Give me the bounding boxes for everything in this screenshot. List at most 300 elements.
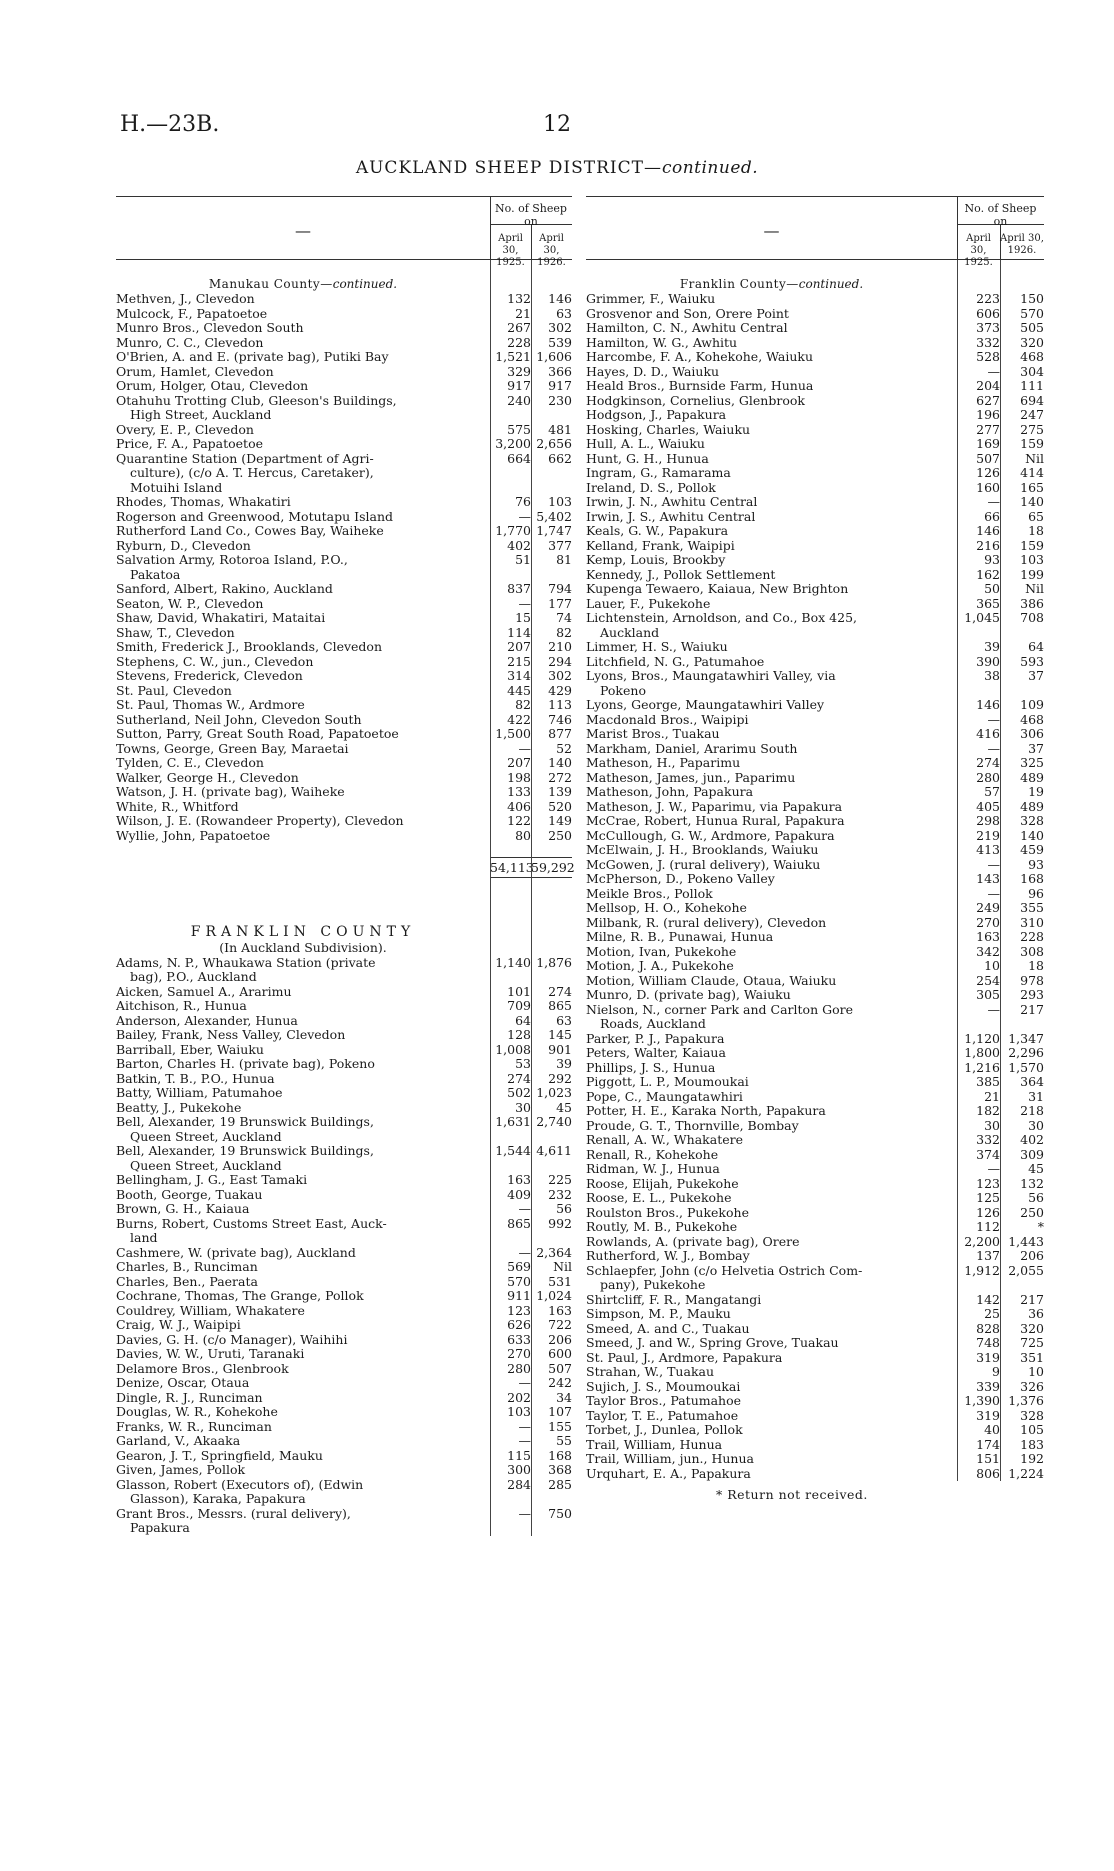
table-row bbox=[116, 597, 572, 612]
owner-name: Matheson, James, jun., Paparimu bbox=[586, 769, 796, 785]
table-row bbox=[586, 1206, 1044, 1221]
sheep-1925: 917 bbox=[507, 378, 531, 393]
sheep-1926: 165 bbox=[1020, 479, 1044, 495]
sheep-1926: 570 bbox=[1020, 305, 1044, 321]
sheep-1925: 319 bbox=[976, 1349, 1000, 1365]
table-row bbox=[116, 510, 572, 525]
table-row bbox=[586, 1075, 1044, 1090]
owner-name: Trail, William, Hunua bbox=[586, 1436, 723, 1452]
header-col-1925-line2: 1925. bbox=[964, 257, 993, 268]
sheep-1926: 39 bbox=[556, 1056, 572, 1071]
sheep-1926: 725 bbox=[1020, 1335, 1044, 1350]
sheep-1926: 293 bbox=[1020, 987, 1044, 1002]
sheep-1926: 139 bbox=[548, 784, 572, 799]
owner-name: Hodgkinson, Cornelius, Glenbrook bbox=[586, 392, 805, 408]
sheep-1926: 2,740 bbox=[536, 1114, 572, 1129]
sheep-1926: 159 bbox=[1020, 537, 1044, 553]
sheep-1926: 217 bbox=[1020, 1001, 1044, 1017]
table-row bbox=[116, 495, 572, 510]
owner-name: Motion, William Claude, Otaua, Waiuku bbox=[586, 972, 837, 988]
owner-name: Gearon, J. T., Springfield, Mauku bbox=[116, 1447, 323, 1463]
empty-cell bbox=[549, 970, 590, 985]
sheep-1925: 163 bbox=[507, 1172, 531, 1187]
header-dash: — bbox=[295, 221, 311, 240]
section-heading-main: Manukau County— bbox=[208, 277, 333, 291]
footnote: * Return not received. bbox=[716, 1487, 868, 1502]
sheep-1925: 10 bbox=[984, 958, 1000, 973]
sheep-1925: — bbox=[518, 595, 531, 611]
sheep-1926: 992 bbox=[548, 1215, 572, 1231]
sheep-1926: 368 bbox=[548, 1462, 572, 1477]
table-row bbox=[116, 1086, 572, 1101]
empty-cell bbox=[508, 1159, 549, 1174]
empty-cell bbox=[549, 1159, 590, 1174]
owner-name: Roose, Elijah, Pukekohe bbox=[586, 1175, 739, 1191]
owner-name: St. Paul, Clevedon bbox=[116, 682, 232, 698]
owner-name: Glasson), Karaka, Papakura bbox=[130, 1491, 306, 1506]
empty-cell bbox=[549, 408, 590, 423]
table-row bbox=[586, 1104, 1044, 1119]
owner-name: Rutherford Land Co., Cowes Bay, Waiheke bbox=[116, 523, 384, 538]
table-row bbox=[116, 1057, 572, 1072]
sheep-1926: 37 bbox=[1028, 740, 1044, 756]
sheep-1926: 505 bbox=[1020, 320, 1044, 335]
sheep-1925: 240 bbox=[507, 392, 531, 408]
sheep-1926: 199 bbox=[1020, 566, 1044, 582]
owner-name: White, R., Whitford bbox=[116, 798, 239, 814]
table-row bbox=[116, 626, 572, 641]
sheep-1925: 575 bbox=[507, 421, 531, 437]
sheep-1925: — bbox=[518, 1201, 531, 1216]
owner-name: Munro, D. (private bag), Waiuku bbox=[586, 987, 791, 1002]
owner-name: Smeed, J. and W., Spring Grove, Tuakau bbox=[586, 1335, 839, 1350]
sheep-1925: 1,521 bbox=[495, 349, 531, 364]
sheep-1925: 270 bbox=[976, 914, 1000, 930]
owner-name: Wyllie, John, Papatoetoe bbox=[116, 827, 271, 843]
empty-cell bbox=[508, 1231, 549, 1246]
owner-name: Hull, A. L., Waiuku bbox=[586, 436, 705, 451]
sheep-1926: 19 bbox=[1028, 784, 1044, 799]
table-row bbox=[116, 655, 572, 670]
owner-name: Brown, G. H., Kaiaua bbox=[116, 1201, 250, 1216]
right-table-body bbox=[586, 260, 1044, 1481]
sheep-1925: 806 bbox=[976, 1465, 1000, 1481]
table-row-continuation bbox=[116, 1492, 572, 1507]
owner-name: Heald Bros., Burnside Farm, Hunua bbox=[586, 378, 814, 393]
owner-name: Lauer, F., Pukekohe bbox=[586, 595, 711, 611]
table-row bbox=[116, 394, 572, 409]
sheep-1925: 216 bbox=[976, 537, 1000, 553]
owner-name: McGowen, J. (rural delivery), Waiuku bbox=[586, 856, 821, 872]
sheep-1925: 30 bbox=[984, 1117, 1000, 1133]
table-row bbox=[586, 1394, 1044, 1409]
sheep-1926: 109 bbox=[1020, 697, 1044, 712]
table-row bbox=[586, 510, 1044, 525]
owner-name: Keals, G. W., Papakura bbox=[586, 523, 729, 538]
sheep-1926: 64 bbox=[1028, 639, 1044, 654]
owner-name: Kupenga Tewaero, Kaiaua, New Brighton bbox=[586, 581, 849, 596]
total-1925: 54,113 bbox=[490, 860, 534, 875]
table-row bbox=[116, 742, 572, 757]
sheep-1925: 633 bbox=[507, 1331, 531, 1347]
table-row bbox=[116, 1362, 572, 1377]
sheep-1925: 300 bbox=[507, 1462, 531, 1477]
sheep-1926: 746 bbox=[548, 711, 572, 727]
sheep-1926: 1,443 bbox=[1008, 1233, 1044, 1249]
sheep-1926: 55 bbox=[556, 1433, 572, 1448]
sheep-1925: 146 bbox=[976, 697, 1000, 712]
sheep-1925: 664 bbox=[507, 450, 531, 466]
sheep-1926: 140 bbox=[1020, 494, 1044, 509]
table-row bbox=[586, 1061, 1044, 1076]
table-row-continuation bbox=[586, 1017, 1044, 1032]
sheep-1925: 125 bbox=[976, 1190, 1000, 1205]
owner-name: Rhodes, Thomas, Whakatiri bbox=[116, 494, 291, 509]
sheep-1926: 429 bbox=[548, 682, 572, 698]
sheep-1925: 528 bbox=[976, 349, 1000, 364]
owner-name: Irwin, J. S., Awhitu Central bbox=[586, 508, 756, 524]
section-heading-manukau bbox=[116, 276, 490, 292]
table-row bbox=[116, 582, 572, 597]
sheep-1926: 37 bbox=[1028, 668, 1044, 683]
table-row bbox=[116, 1101, 572, 1116]
owner-name: Renall, A. W., Whakatere bbox=[586, 1132, 743, 1147]
owner-name: Queen Street, Auckland bbox=[130, 1128, 282, 1144]
table-row bbox=[586, 800, 1044, 815]
table-row bbox=[116, 336, 572, 351]
table-row bbox=[116, 1173, 572, 1188]
sheep-1926: 56 bbox=[1028, 1190, 1044, 1205]
owner-name: Orum, Hamlet, Clevedon bbox=[116, 363, 274, 379]
owner-name: bag), P.O., Auckland bbox=[130, 969, 257, 984]
page-number: 12 bbox=[543, 112, 571, 137]
sheep-1926: 225 bbox=[548, 1172, 572, 1187]
section-heading-main: Franklin County— bbox=[679, 277, 799, 291]
table-row bbox=[586, 582, 1044, 597]
table-row bbox=[116, 539, 572, 554]
header-col-1925-line1: April 30, bbox=[966, 233, 991, 256]
header-col-1926 bbox=[1000, 233, 1044, 257]
sheep-1925: 160 bbox=[976, 479, 1000, 495]
owner-name: Taylor Bros., Patumahoe bbox=[586, 1393, 742, 1408]
left-table-body bbox=[116, 260, 575, 1536]
owner-name: Davies, W. W., Uruti, Taranaki bbox=[116, 1346, 305, 1361]
owner-name: Macdonald Bros., Waipipi bbox=[586, 711, 749, 727]
sheep-1926: 206 bbox=[548, 1331, 572, 1347]
table-row bbox=[586, 988, 1044, 1003]
table-row bbox=[586, 945, 1044, 960]
sheep-1926: Nil bbox=[1025, 581, 1044, 596]
owner-name: Markham, Daniel, Ararimu South bbox=[586, 740, 798, 756]
table-row bbox=[586, 1119, 1044, 1134]
table-row bbox=[116, 1304, 572, 1319]
table-row bbox=[586, 1322, 1044, 1337]
sheep-1926: 355 bbox=[1020, 900, 1044, 915]
sheep-1925: — bbox=[987, 711, 1000, 727]
sheep-1926: 309 bbox=[1020, 1146, 1044, 1162]
owner-name: Sujich, J. S., Moumoukai bbox=[586, 1378, 741, 1394]
sheep-1925: 223 bbox=[976, 291, 1000, 306]
sheep-1925: 1,912 bbox=[964, 1262, 1000, 1278]
header-group-label: No. of Sheep on bbox=[964, 202, 1037, 228]
table-row bbox=[586, 1307, 1044, 1322]
owner-name: land bbox=[130, 1230, 158, 1245]
sheep-1925: 151 bbox=[976, 1451, 1000, 1466]
owner-name: Sutton, Parry, Great South Road, Papatoetoe bbox=[116, 726, 399, 741]
sheep-1925: — bbox=[518, 1418, 531, 1434]
owner-name: Munro, C. C., Clevedon bbox=[116, 334, 264, 350]
sheep-1926: 36 bbox=[1028, 1306, 1044, 1321]
sheep-1926: 325 bbox=[1020, 755, 1044, 770]
table-row bbox=[116, 1072, 572, 1087]
table-row bbox=[116, 1275, 572, 1290]
sheep-1925: 911 bbox=[507, 1288, 531, 1303]
sheep-1926: 414 bbox=[1020, 465, 1044, 480]
sheep-1926: 978 bbox=[1020, 972, 1044, 988]
table-row bbox=[116, 756, 572, 771]
sheep-1926: 132 bbox=[1020, 1175, 1044, 1191]
table-row bbox=[116, 771, 572, 786]
column-divider bbox=[957, 260, 958, 1481]
sheep-1925: 64 bbox=[515, 1012, 531, 1028]
owner-name: Milbank, R. (rural delivery), Clevedon bbox=[586, 914, 827, 930]
table-row bbox=[586, 843, 1044, 858]
sheep-1926: 56 bbox=[556, 1201, 572, 1216]
table-row bbox=[116, 640, 572, 655]
table-row-continuation bbox=[116, 408, 572, 423]
sheep-1925: 254 bbox=[976, 972, 1000, 988]
owner-name: Harcombe, F. A., Kohekohe, Waiuku bbox=[586, 349, 814, 364]
right-column bbox=[586, 196, 1044, 1502]
header-col-1926-line2: 1926. bbox=[537, 257, 566, 268]
sheep-1925: 569 bbox=[507, 1259, 531, 1274]
sheep-1926: 34 bbox=[556, 1389, 572, 1405]
table-row bbox=[116, 814, 572, 829]
sheep-1925: 1,544 bbox=[495, 1143, 531, 1158]
sheep-1925: — bbox=[987, 363, 1000, 379]
table-row-continuation bbox=[586, 626, 1044, 641]
sheep-1926: 96 bbox=[1028, 885, 1044, 901]
page-title-main: AUCKLAND SHEEP DISTRICT— bbox=[355, 158, 662, 178]
owner-name: Bell, Alexander, 19 Brunswick Buildings, bbox=[116, 1114, 374, 1129]
sheep-1926: 103 bbox=[548, 494, 572, 509]
owner-name: Kennedy, J., Pollok Settlement bbox=[586, 566, 776, 582]
owner-name: Sutherland, Neil John, Clevedon South bbox=[116, 711, 362, 727]
page-title bbox=[0, 158, 1114, 178]
sheep-1925: 228 bbox=[507, 334, 531, 350]
owner-name: Otahuhu Trotting Club, Gleeson's Buildings, bbox=[116, 392, 397, 408]
sheep-1925: 215 bbox=[507, 653, 531, 669]
owner-name: Burns, Robert, Customs Street East, Auck- bbox=[116, 1215, 387, 1231]
sheep-1926: 163 bbox=[548, 1302, 572, 1318]
sheep-1925: 627 bbox=[976, 392, 1000, 408]
sheep-1926: 694 bbox=[1020, 392, 1044, 408]
sheep-1925: 502 bbox=[507, 1085, 531, 1100]
sheep-1926: 105 bbox=[1020, 1422, 1044, 1437]
owner-name: Aitchison, R., Hunua bbox=[116, 998, 247, 1013]
sheep-1925: 570 bbox=[507, 1273, 531, 1289]
sheep-1925: 748 bbox=[976, 1335, 1000, 1350]
sheep-1925: 270 bbox=[507, 1346, 531, 1361]
empty-cell bbox=[508, 481, 549, 496]
owner-name: Adams, N. P., Whaukawa Station (private bbox=[116, 954, 376, 970]
sheep-1926: 250 bbox=[1020, 1204, 1044, 1220]
empty-cell bbox=[975, 1278, 1018, 1293]
sheep-1926: 82 bbox=[556, 624, 572, 640]
sheep-1926: 81 bbox=[556, 552, 572, 567]
empty-cell bbox=[549, 1521, 590, 1536]
empty-cell bbox=[975, 626, 1018, 641]
empty-cell bbox=[508, 466, 549, 481]
sheep-1925: 385 bbox=[976, 1074, 1000, 1089]
table-header bbox=[586, 196, 1044, 268]
sheep-1926: 1,224 bbox=[1008, 1465, 1044, 1481]
sheep-1925: 21 bbox=[984, 1088, 1000, 1104]
table-row bbox=[586, 669, 1044, 684]
sheep-1926: 218 bbox=[1020, 1103, 1044, 1118]
owner-name: Stephens, C. W., jun., Clevedon bbox=[116, 653, 314, 669]
owner-name: Grosvenor and Son, Orere Point bbox=[586, 305, 789, 321]
sheep-1926: Nil bbox=[553, 1259, 572, 1274]
sheep-1926: 230 bbox=[548, 392, 572, 408]
sheep-1925: 319 bbox=[976, 1407, 1000, 1423]
table-row bbox=[586, 481, 1044, 496]
owner-name: Litchfield, N. G., Patumahoe bbox=[586, 653, 765, 669]
header-col-1925-line2: 1925. bbox=[496, 257, 525, 268]
owner-name: McElwain, J. H., Brooklands, Waiuku bbox=[586, 842, 819, 857]
owner-name: Marist Bros., Tuakau bbox=[586, 726, 720, 741]
sheep-1926: 865 bbox=[548, 998, 572, 1013]
sheep-1925: 284 bbox=[507, 1476, 531, 1492]
owner-name: Proude, G. T., Thornville, Bombay bbox=[586, 1117, 799, 1133]
sheep-1925: 146 bbox=[976, 523, 1000, 538]
table-row bbox=[586, 321, 1044, 336]
owner-name: Beatty, J., Pukekohe bbox=[116, 1099, 242, 1115]
table-row bbox=[586, 771, 1044, 786]
table-row bbox=[586, 597, 1044, 612]
sheep-1925: — bbox=[518, 508, 531, 524]
sheep-1926: 168 bbox=[548, 1447, 572, 1463]
table-row bbox=[586, 785, 1044, 800]
table-row bbox=[586, 553, 1044, 568]
sheep-1925: 15 bbox=[515, 610, 531, 625]
sheep-1925: 126 bbox=[976, 465, 1000, 480]
owner-name: Roads, Auckland bbox=[600, 1016, 706, 1031]
owner-name: Trail, William, jun., Hunua bbox=[586, 1451, 754, 1466]
sheep-1925: 249 bbox=[976, 900, 1000, 915]
section-heading-franklin: FRANKLIN COUNTY bbox=[190, 924, 416, 940]
sheep-1926: 63 bbox=[556, 305, 572, 321]
owner-name: Mulcock, F., Papatoetoe bbox=[116, 305, 268, 321]
sheep-1925: 123 bbox=[976, 1175, 1000, 1191]
sheep-1925: 163 bbox=[976, 929, 1000, 944]
table-row bbox=[586, 379, 1044, 394]
owner-name: Bellingham, J. G., East Tamaki bbox=[116, 1172, 308, 1187]
owner-name: Charles, Ben., Paerata bbox=[116, 1273, 258, 1289]
table-row bbox=[586, 1351, 1044, 1366]
owner-name: Grimmer, F., Waiuku bbox=[586, 291, 716, 306]
sheep-1926: 708 bbox=[1020, 610, 1044, 625]
sheep-1925: 80 bbox=[515, 827, 531, 843]
empty-cell bbox=[975, 684, 1018, 699]
owner-name: O'Brien, A. and E. (private bag), Putiki Bay bbox=[116, 349, 389, 364]
owner-name: Shirtcliff, F. R., Mangatangi bbox=[586, 1291, 762, 1307]
owner-name: Batkin, T. B., P.O., Hunua bbox=[116, 1070, 275, 1086]
owner-name: Routly, M. B., Pukekohe bbox=[586, 1219, 738, 1234]
table-row bbox=[586, 930, 1044, 945]
table-row bbox=[586, 437, 1044, 452]
table-row bbox=[116, 379, 572, 394]
sheep-1925: 709 bbox=[507, 998, 531, 1013]
table-row bbox=[116, 727, 572, 742]
sheep-1926: 111 bbox=[1020, 378, 1044, 393]
table-row bbox=[586, 1452, 1044, 1467]
sheep-1925: 93 bbox=[984, 552, 1000, 567]
sheep-1926: 206 bbox=[1020, 1248, 1044, 1263]
sheep-1925: 207 bbox=[507, 639, 531, 654]
sheep-1925: 422 bbox=[507, 711, 531, 727]
table-row bbox=[586, 408, 1044, 423]
sheep-1925: 1,045 bbox=[964, 610, 1000, 625]
sheep-1925: 101 bbox=[507, 983, 531, 999]
section-heading-continued: continued. bbox=[332, 277, 398, 291]
table-row-continuation bbox=[116, 568, 572, 583]
table-row bbox=[586, 1162, 1044, 1177]
sheep-1926: 159 bbox=[1020, 436, 1044, 451]
owner-name: Lyons, Bros., Maungatawhiri Valley, via bbox=[586, 668, 836, 683]
sheep-1925: 865 bbox=[507, 1215, 531, 1231]
owner-name: Matheson, J. W., Paparimu, via Papakura bbox=[586, 798, 843, 814]
sheep-1926: 520 bbox=[548, 798, 572, 814]
table-row bbox=[116, 1434, 572, 1449]
table-row bbox=[586, 1046, 1044, 1061]
owner-name: Hodgson, J., Papakura bbox=[586, 407, 727, 422]
sheep-1926: 308 bbox=[1020, 943, 1044, 959]
sheep-1926: 593 bbox=[1020, 653, 1044, 669]
owner-name: Ryburn, D., Clevedon bbox=[116, 537, 251, 553]
owner-name: Meikle Bros., Pollok bbox=[586, 885, 713, 901]
sheep-1925: 314 bbox=[507, 668, 531, 683]
sheep-1925: 122 bbox=[507, 813, 531, 828]
empty-cell bbox=[549, 1492, 590, 1507]
sheep-1926: 539 bbox=[548, 334, 572, 350]
owner-name: Pokeno bbox=[600, 682, 646, 698]
sheep-1926: 275 bbox=[1020, 421, 1044, 437]
table-row bbox=[586, 959, 1044, 974]
sheep-1926: 250 bbox=[548, 827, 572, 843]
sheep-1925: 57 bbox=[984, 784, 1000, 799]
owner-name: Motion, Ivan, Pukekohe bbox=[586, 943, 737, 959]
sheep-1926: 168 bbox=[1020, 871, 1044, 886]
document-reference: H.—23B. bbox=[120, 112, 220, 137]
table-row bbox=[586, 292, 1044, 307]
owner-name: High Street, Auckland bbox=[130, 407, 272, 422]
sheep-1925: 202 bbox=[507, 1389, 531, 1405]
sheep-1925: 267 bbox=[507, 320, 531, 335]
table-row bbox=[116, 1246, 572, 1261]
sheep-1925: 103 bbox=[507, 1404, 531, 1419]
sheep-1925: — bbox=[518, 740, 531, 756]
table-row bbox=[586, 307, 1044, 322]
table-row bbox=[116, 956, 572, 971]
sheep-1925: — bbox=[987, 856, 1000, 872]
total-1926: 59,292 bbox=[531, 860, 575, 875]
sheep-1926: 1,876 bbox=[536, 954, 572, 970]
sheep-1926: 10 bbox=[1028, 1364, 1044, 1379]
header-col-1926-line1: April 30, bbox=[539, 233, 564, 256]
sheep-1926: 364 bbox=[1020, 1074, 1044, 1089]
table-row bbox=[116, 684, 572, 699]
